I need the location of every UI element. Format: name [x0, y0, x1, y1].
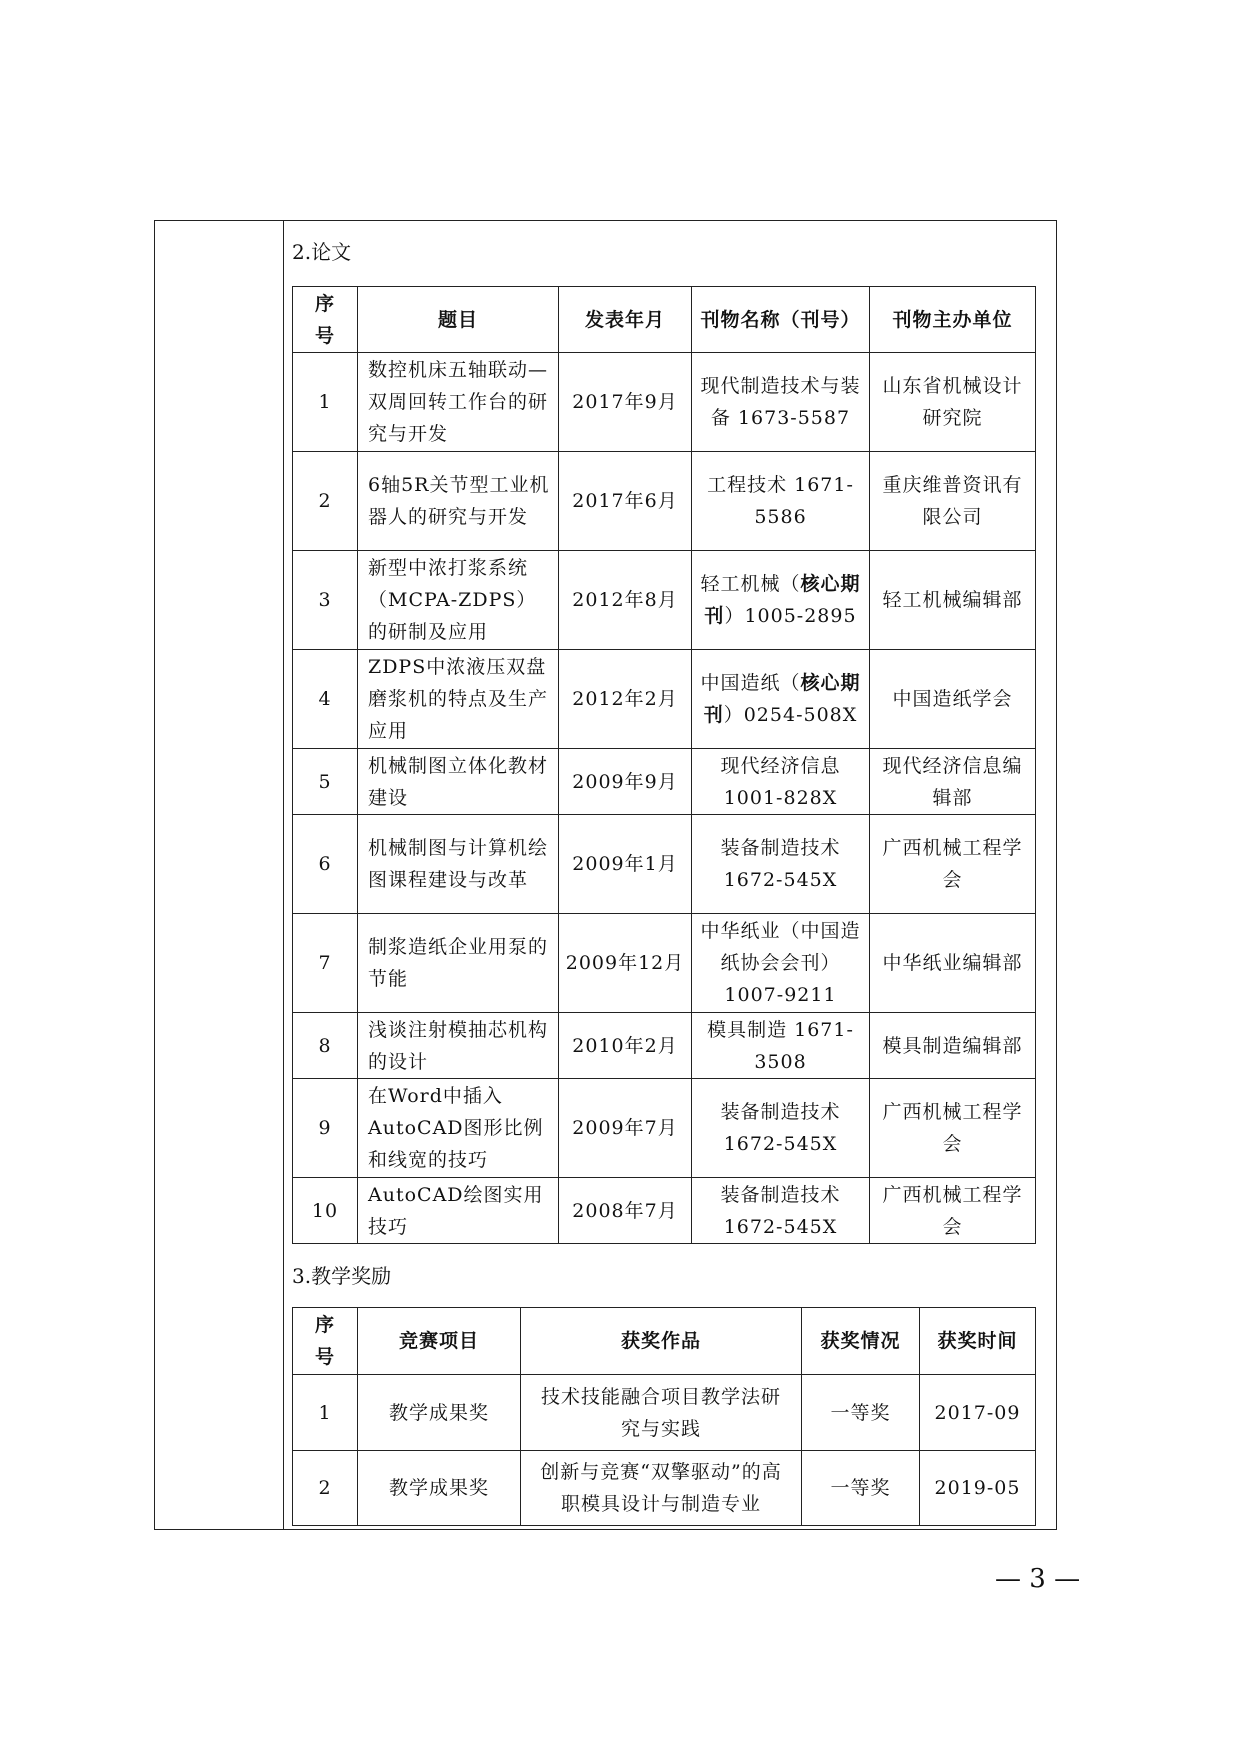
- paper-journal: 模具制造 1671-3508: [692, 1013, 870, 1079]
- paper-publisher: 广西机械工程学会: [870, 815, 1036, 914]
- paper-publisher: 现代经济信息编辑部: [870, 749, 1036, 815]
- paper-date: 2009年12月: [559, 914, 692, 1013]
- paper-publisher: 重庆维普资讯有限公司: [870, 452, 1036, 551]
- paper-publisher: 模具制造编辑部: [870, 1013, 1036, 1079]
- header-date: 发表年月: [559, 287, 692, 353]
- paper-publisher: 中华纸业编辑部: [870, 914, 1036, 1013]
- paper-title: AutoCAD绘图实用技巧: [358, 1178, 559, 1244]
- paper-publisher: 轻工机械编辑部: [870, 551, 1036, 650]
- paper-date: 2012年2月: [559, 650, 692, 749]
- awards-section-title: 3.教学奖励: [292, 1264, 392, 1288]
- award-work: 技术技能融合项目教学法研究与实践: [521, 1375, 802, 1451]
- table-row: [293, 1375, 1036, 1451]
- paper-title: 6轴5R关节型工业机器人的研究与开发: [358, 452, 559, 551]
- papers-header-row: [293, 287, 1036, 353]
- table-row: [293, 815, 1036, 914]
- paper-no: 6: [293, 815, 358, 914]
- award-work: 创新与竞赛“双擎驱动”的高职模具设计与制造专业: [521, 1451, 802, 1526]
- papers-table: [292, 286, 1036, 1244]
- paper-no: 2: [293, 452, 358, 551]
- page-number: — 3 —: [995, 1564, 1081, 1594]
- table-row: [293, 551, 1036, 650]
- table-row: [293, 452, 1036, 551]
- table-row: [293, 1451, 1036, 1526]
- awards-header-row: [293, 1308, 1036, 1375]
- paper-publisher: 山东省机械设计研究院: [870, 353, 1036, 452]
- paper-date: 2008年7月: [559, 1178, 692, 1244]
- paper-journal: 现代制造技术与装备 1673-5587: [692, 353, 870, 452]
- table-row: [293, 1079, 1036, 1178]
- frame-column-divider: [283, 221, 284, 1529]
- paper-date: 2017年9月: [559, 353, 692, 452]
- paper-no: 5: [293, 749, 358, 815]
- paper-journal: 中华纸业（中国造纸协会会刊）1007-9211: [692, 914, 870, 1013]
- header-time: 获奖时间: [920, 1308, 1036, 1375]
- header-no: 序号: [293, 287, 358, 353]
- award-project: 教学成果奖: [358, 1375, 521, 1451]
- paper-no: 4: [293, 650, 358, 749]
- paper-journal: [692, 650, 870, 749]
- table-row: [293, 353, 1036, 452]
- header-work: 获奖作品: [521, 1308, 802, 1375]
- paper-date: 2009年9月: [559, 749, 692, 815]
- header-project: 竞赛项目: [358, 1308, 521, 1375]
- paper-publisher: 广西机械工程学会: [870, 1079, 1036, 1178]
- header-publisher: 刊物主办单位: [870, 287, 1036, 353]
- paper-journal: 装备制造技术 1672-545X: [692, 1178, 870, 1244]
- paper-no: 7: [293, 914, 358, 1013]
- paper-title: 数控机床五轴联动—双周回转工作台的研究与开发: [358, 353, 559, 452]
- paper-no: 8: [293, 1013, 358, 1079]
- core-journal-tag: 核心期刊: [704, 573, 861, 627]
- table-row: [293, 1178, 1036, 1244]
- paper-no: 9: [293, 1079, 358, 1178]
- paper-date: 2009年1月: [559, 815, 692, 914]
- paper-title: 新型中浓打浆系统（MCPA-ZDPS）的研制及应用: [358, 551, 559, 650]
- award-no: 2: [293, 1451, 358, 1526]
- table-row: [293, 914, 1036, 1013]
- award-time: 2017-09: [920, 1375, 1036, 1451]
- award-no: 1: [293, 1375, 358, 1451]
- paper-title: 浅谈注射模抽芯机构的设计: [358, 1013, 559, 1079]
- journal-issn: ）0254-508X: [723, 704, 858, 726]
- paper-date: 2010年2月: [559, 1013, 692, 1079]
- papers-section-title: 2.论文: [292, 240, 352, 264]
- paper-journal: [692, 551, 870, 650]
- table-row: [293, 749, 1036, 815]
- header-result: 获奖情况: [802, 1308, 920, 1375]
- paper-title: ZDPS中浓液压双盘磨浆机的特点及生产应用: [358, 650, 559, 749]
- journal-issn: ）1005-2895: [724, 605, 857, 627]
- table-row: [293, 650, 1036, 749]
- paper-title: 机械制图与计算机绘图课程建设与改革: [358, 815, 559, 914]
- paper-title: 在Word中插入AutoCAD图形比例和线宽的技巧: [358, 1079, 559, 1178]
- paper-publisher: 中国造纸学会: [870, 650, 1036, 749]
- award-time: 2019-05: [920, 1451, 1036, 1526]
- paper-journal: 装备制造技术 1672-545X: [692, 815, 870, 914]
- paper-title: 机械制图立体化教材建设: [358, 749, 559, 815]
- award-project: 教学成果奖: [358, 1451, 521, 1526]
- awards-table: [292, 1307, 1036, 1526]
- paper-no: 10: [293, 1178, 358, 1244]
- table-row: [293, 1013, 1036, 1079]
- paper-title: 制浆造纸企业用泵的节能: [358, 914, 559, 1013]
- journal-name: 中国造纸（: [700, 672, 801, 694]
- header-journal: 刊物名称（刊号）: [692, 287, 870, 353]
- paper-no: 3: [293, 551, 358, 650]
- core-journal-tag: 核心期刊: [703, 672, 861, 726]
- paper-journal: 装备制造技术 1672-545X: [692, 1079, 870, 1178]
- header-title: 题目: [358, 287, 559, 353]
- paper-journal: 工程技术 1671-5586: [692, 452, 870, 551]
- paper-date: 2012年8月: [559, 551, 692, 650]
- paper-journal: 现代经济信息 1001-828X: [692, 749, 870, 815]
- paper-no: 1: [293, 353, 358, 452]
- header-no: 序号: [293, 1308, 358, 1375]
- award-result: 一等奖: [802, 1375, 920, 1451]
- paper-publisher: 广西机械工程学会: [870, 1178, 1036, 1244]
- paper-date: 2017年6月: [559, 452, 692, 551]
- paper-date: 2009年7月: [559, 1079, 692, 1178]
- award-result: 一等奖: [802, 1451, 920, 1526]
- journal-name: 轻工机械（: [700, 573, 801, 595]
